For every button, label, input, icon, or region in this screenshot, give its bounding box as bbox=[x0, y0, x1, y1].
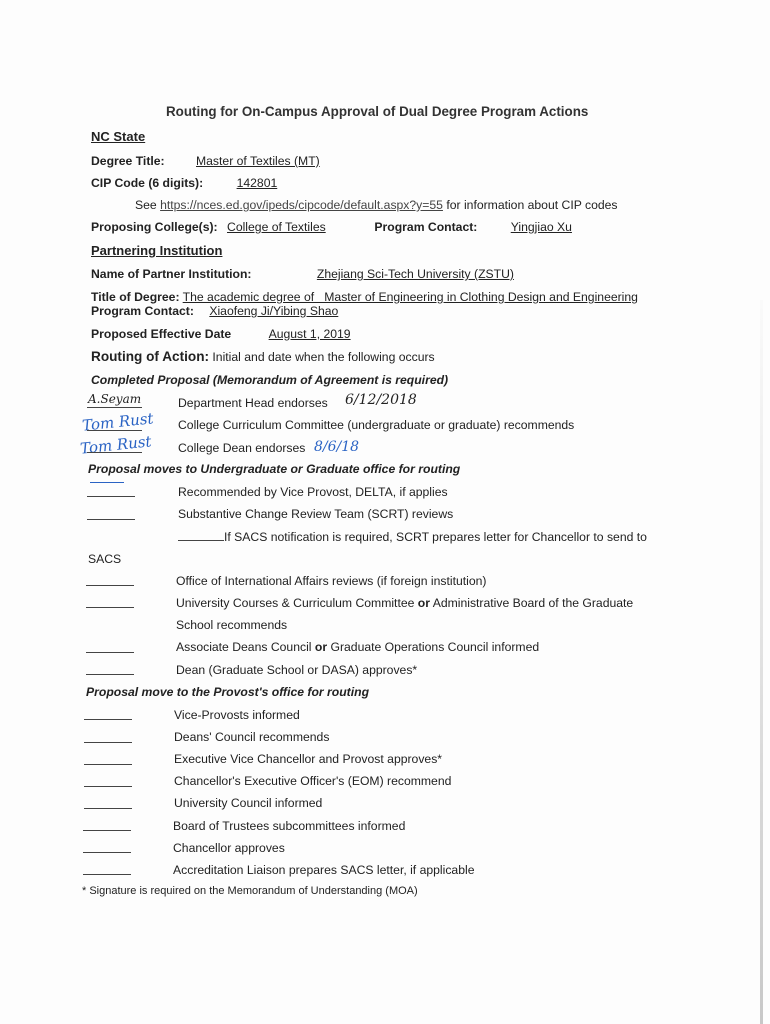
partner-contact-label: Program Contact: bbox=[91, 304, 194, 318]
effective-date-label: Proposed Effective Date bbox=[91, 327, 232, 341]
step-associate-deans-council: Associate Deans Council or Graduate Operations Council informed bbox=[176, 640, 540, 654]
step-university-council: University Council informed bbox=[174, 796, 323, 810]
signature-curriculum-committee[interactable]: Tom Rust bbox=[81, 409, 155, 435]
initial-line bbox=[87, 452, 142, 453]
cip-note-prefix: See bbox=[135, 198, 157, 212]
initials-department-head[interactable]: A.Seyam bbox=[88, 392, 142, 406]
step-department-head: Department Head endorses bbox=[178, 396, 328, 410]
partner-degree-title-label: Title of Degree bbox=[91, 290, 176, 304]
initial-line bbox=[87, 407, 142, 408]
cip-code-row bbox=[91, 176, 540, 190]
partner-name-row bbox=[91, 267, 545, 281]
step-vice-provosts-informed: Vice-Provosts informed bbox=[174, 708, 300, 722]
degree-title-row bbox=[91, 154, 530, 168]
partner-name-label: Name of Partner Institution: bbox=[91, 267, 252, 281]
section-completed-proposal: Completed Proposal (Memorandum of Agreement is required) bbox=[91, 373, 449, 387]
cip-code-field[interactable]: 142801 bbox=[236, 176, 278, 190]
initial-line bbox=[87, 430, 142, 431]
blue-mark bbox=[90, 482, 124, 483]
partner-contact-row bbox=[91, 304, 433, 318]
initial-line[interactable] bbox=[83, 874, 131, 875]
date-department-head[interactable]: 6/12/2018 bbox=[345, 392, 417, 408]
step-curriculum-committee: College Curriculum Committee (undergraduate or graduate) recommends bbox=[178, 418, 575, 432]
initial-line[interactable] bbox=[83, 830, 131, 831]
routing-note: Initial and date when the following occurs bbox=[212, 350, 435, 364]
initial-line[interactable] bbox=[84, 808, 132, 809]
step-vice-provost-delta: Recommended by Vice Provost, DELTA, if applies bbox=[178, 485, 448, 499]
step-scrt-reviews: Substantive Change Review Team (SCRT) reviews bbox=[178, 507, 454, 521]
initial-line[interactable] bbox=[84, 742, 132, 743]
step-sacs-continuation: SACS bbox=[88, 552, 122, 566]
scan-edge-shadow bbox=[760, 300, 763, 1024]
initial-line[interactable] bbox=[86, 652, 134, 653]
cip-code-label: CIP Code (6 digits): bbox=[91, 176, 204, 190]
cip-link[interactable]: https://nces.ed.gov/ipeds/cipcode/default.aspx?y=55 bbox=[160, 198, 443, 212]
routing-heading-row bbox=[91, 349, 435, 364]
proposing-college-row bbox=[91, 220, 656, 234]
initial-line[interactable] bbox=[86, 674, 134, 675]
step-deans-council: Deans' Council recommends bbox=[174, 730, 330, 744]
initial-line[interactable] bbox=[84, 786, 132, 787]
program-contact-label: Program Contact: bbox=[374, 220, 478, 234]
step-college-dean: College Dean endorses bbox=[178, 441, 306, 455]
cip-note bbox=[135, 198, 618, 212]
initial-line[interactable] bbox=[87, 496, 135, 497]
page-title: Routing for On-Campus Approval of Dual Degree Program Actions bbox=[166, 104, 589, 119]
step-international-affairs: Office of International Affairs reviews (if foreign institution) bbox=[176, 574, 487, 588]
partner-name-field[interactable]: Zhejiang Sci-Tech University (ZSTU) bbox=[316, 267, 514, 281]
signature-college-dean[interactable]: Tom Rust bbox=[79, 432, 153, 458]
initial-line[interactable] bbox=[83, 852, 131, 853]
section-provost-office: Proposal move to the Provost's office for routing bbox=[86, 685, 370, 699]
degree-title-label: Degree Title: bbox=[91, 154, 165, 168]
step-accreditation-liaison: Accreditation Liaison prepares SACS letter, if applicable bbox=[173, 863, 475, 877]
initial-line[interactable] bbox=[178, 529, 224, 541]
initial-line[interactable] bbox=[86, 585, 134, 586]
step-chancellor-approves: Chancellor approves bbox=[173, 841, 285, 855]
initial-line[interactable] bbox=[86, 607, 134, 608]
proposing-college-field[interactable]: College of Textiles bbox=[227, 220, 326, 234]
step-ucc-continuation: School recommends bbox=[176, 618, 288, 632]
section-undergrad-grad-office: Proposal moves to Undergraduate or Graduate office for routing bbox=[88, 462, 461, 476]
partner-contact-field[interactable]: Xiaofeng Ji/Yibing Shao bbox=[209, 304, 339, 318]
footnote: * Signature is required on the Memorandum of Understanding (MOA) bbox=[82, 885, 418, 897]
effective-date-row bbox=[91, 327, 422, 341]
initial-line[interactable] bbox=[84, 719, 132, 720]
initial-line[interactable] bbox=[87, 519, 135, 520]
step-board-of-trustees: Board of Trustees subcommittees informed bbox=[173, 819, 406, 833]
cip-note-suffix: for information about CIP codes bbox=[446, 198, 618, 212]
routing-heading: Routing of Action: bbox=[91, 349, 210, 364]
partner-degree-title-row: Title of Degree: The academic degree of Master of Engineering in Clothing Design and Engineering bbox=[91, 290, 638, 304]
step-ucc-or-admin-board: University Courses & Curriculum Committee or Administrative Board of the Graduate bbox=[176, 596, 634, 610]
program-contact-field[interactable]: Yingjiao Xu bbox=[510, 220, 572, 234]
initial-line[interactable] bbox=[84, 764, 132, 765]
nc-state-heading: NC State bbox=[91, 129, 146, 144]
step-sacs-notification: If SACS notification is required, SCRT prepares letter for Chancellor to send to bbox=[178, 529, 647, 544]
date-college-dean[interactable]: 8/6/18 bbox=[314, 439, 360, 455]
degree-title-field[interactable]: Master of Textiles (MT) bbox=[196, 154, 320, 168]
partnering-institution-heading: Partnering Institution bbox=[91, 243, 223, 258]
step-eom-recommend: Chancellor's Executive Officer's (EOM) recommend bbox=[174, 774, 452, 788]
partner-degree-title-field[interactable]: The academic degree of Master of Engineering in Clothing Design and Engineering bbox=[182, 290, 638, 304]
effective-date-field[interactable]: August 1, 2019 bbox=[268, 327, 351, 341]
step-evc-provost-approves: Executive Vice Chancellor and Provost approves* bbox=[174, 752, 443, 766]
proposing-college-label: Proposing College(s): bbox=[91, 220, 218, 234]
step-dean-approves: Dean (Graduate School or DASA) approves* bbox=[176, 663, 418, 677]
